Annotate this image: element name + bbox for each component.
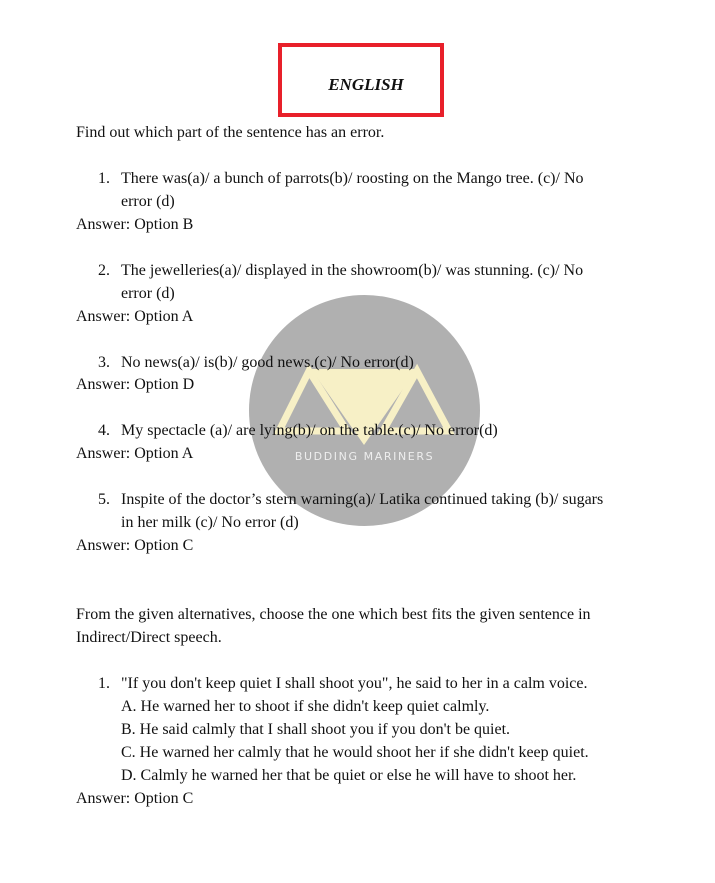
question-text: "If you don't keep quiet I shall shoot you", he said to her in a calm voice. xyxy=(121,675,588,692)
title-box xyxy=(278,43,444,117)
option-c: C. He warned her calmly that he would shoot her if she didn't keep quiet. xyxy=(121,744,589,761)
answer-text: Answer: Option A xyxy=(76,445,194,462)
question-number: 2. xyxy=(98,262,110,279)
question-number: 5. xyxy=(98,491,110,508)
answer-text: Answer: Option D xyxy=(76,376,195,393)
question-text-line: error (d) xyxy=(121,193,175,210)
option-a: A. He warned her to shoot if she didn't keep quiet calmly. xyxy=(121,698,490,715)
question-text-line: My spectacle (a)/ are lying(b)/ on the table.(c)/ No error(d) xyxy=(121,422,498,439)
page-title: ENGLISH xyxy=(328,75,404,94)
watermark-brand-text: BUDDING MARINERS xyxy=(294,450,435,463)
question-number: 1. xyxy=(98,675,110,692)
option-d: D. Calmly he warned her that be quiet or else he will have to shoot her. xyxy=(121,767,577,784)
section2-instruction-line: Indirect/Direct speech. xyxy=(76,629,222,646)
section1-instruction: Find out which part of the sentence has an error. xyxy=(76,124,385,141)
question-text-line: No news(a)/ is(b)/ good news.(c)/ No error(d) xyxy=(121,354,414,371)
section2-instruction-line: From the given alternatives, choose the one which best fits the given sentence in xyxy=(76,606,591,623)
question-text-line: error (d) xyxy=(121,285,175,302)
question-text-line: in her milk (c)/ No error (d) xyxy=(121,514,299,531)
option-b: B. He said calmly that I shall shoot you if you don't be quiet. xyxy=(121,721,511,738)
answer-text: Answer: Option C xyxy=(76,537,194,554)
question-text-line: There was(a)/ a bunch of parrots(b)/ roosting on the Mango tree. (c)/ No xyxy=(121,170,584,187)
question-text-line: Inspite of the doctor’s stern warning(a)/ Latika continued taking (b)/ sugars xyxy=(121,491,604,508)
answer-text: Answer: Option C xyxy=(76,790,194,807)
question-text-line: The jewelleries(a)/ displayed in the showroom(b)/ was stunning. (c)/ No xyxy=(121,262,584,279)
answer-text: Answer: Option B xyxy=(76,216,194,233)
question-number: 1. xyxy=(98,170,110,187)
question-number: 3. xyxy=(98,354,110,371)
question-number: 4. xyxy=(98,422,110,439)
answer-text: Answer: Option A xyxy=(76,308,194,325)
